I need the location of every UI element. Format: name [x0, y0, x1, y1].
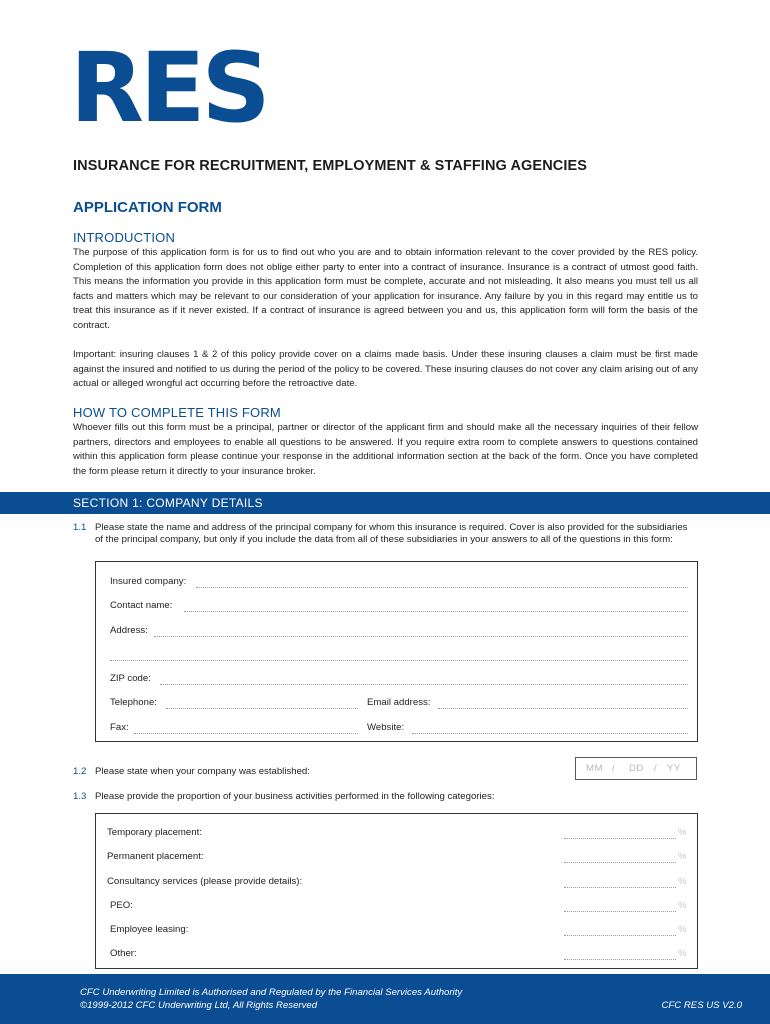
- percent-sign: %: [678, 851, 687, 862]
- fax-label: Fax:: [110, 722, 129, 733]
- peo-field[interactable]: [564, 911, 676, 912]
- footer-regulation-text: CFC Underwriting Limited is Authorised and Regulated by the Financial Services Authority: [80, 987, 463, 998]
- how-to-paragraph: Whoever fills out this form must be a principal, partner or director of the applicant firm and should make all the necessary inquiries of their fellow partners, directors and employees to enable all questions to be answered. If you require extra room to complete answers to questions contained within this application form please continue your response in the additional information section at the back of the form. Once you have completed the form please return it directly to your insurance broker.: [73, 422, 698, 477]
- insured-company-label: Insured company:: [110, 576, 187, 587]
- business-activities-box: [95, 813, 698, 969]
- page-footer: [0, 974, 770, 1024]
- zip-label: ZIP code:: [110, 673, 151, 684]
- email-label: Email address:: [367, 697, 431, 708]
- address-field[interactable]: [154, 636, 688, 637]
- question-number: 1.1: [73, 522, 87, 533]
- permanent-placement-field[interactable]: [564, 862, 676, 863]
- category-label: Consultancy services (please provide details):: [107, 876, 303, 887]
- question-text: Please state the name and address of the principal company for whom this insurance is required. Cover is also provided for the subsidiaries of the principal company, but only if you include the data from all of these subsidiaries in your answers to all of the questions in this form:: [95, 522, 688, 545]
- fax-field[interactable]: [134, 733, 358, 734]
- date-yy-placeholder: YY: [667, 763, 681, 774]
- percent-sign: %: [678, 827, 687, 838]
- address-label: Address:: [110, 625, 148, 636]
- percent-sign: %: [678, 876, 687, 887]
- how-to-heading: HOW TO COMPLETE THIS FORM: [73, 405, 281, 420]
- category-label: Temporary placement:: [107, 827, 202, 838]
- website-field[interactable]: [412, 733, 688, 734]
- percent-sign: %: [678, 900, 687, 911]
- introduction-paragraph: The purpose of this application form is for us to find out who you are and to obtain information relevant to the cover provided by the RES policy. Completion of this application form does not oblige either party to enter into a contract of insurance. Insurance is a contract of utmost good faith. This means the information you provide in this application form must be complete, accurate and not misleading. It also means you must tell us all facts and matters which may be relevant to our consideration of your application for insurance. Any failure by you in this regard may entitle us to treat this insurance as if it never existed. If a contract of insurance is agreed between you and us, this application form will form the basis of the contract.: [73, 247, 698, 331]
- res-logo: RES: [70, 32, 267, 144]
- category-label: Permanent placement:: [107, 851, 204, 862]
- insured-company-field[interactable]: [196, 587, 688, 588]
- percent-sign: %: [678, 948, 687, 959]
- question-text: Please provide the proportion of your business activities performed in the following categories:: [95, 791, 495, 802]
- zip-field[interactable]: [160, 684, 688, 685]
- introduction-heading: INTRODUCTION: [73, 230, 176, 245]
- consultancy-services-field[interactable]: [564, 887, 676, 888]
- email-field[interactable]: [438, 708, 688, 709]
- important-notice-paragraph: Important: insuring clauses 1 & 2 of this policy provide cover on a claims made basis. Under these insuring clauses a claim must be first made against the insured and notified to us during the period of the policy to be covered. These insuring clauses do not cover any claim arising out of any actual or alleged wrongful act occurring before the retroactive date.: [73, 349, 698, 389]
- section-1-header: [0, 492, 770, 514]
- date-separator: /: [612, 763, 616, 774]
- other-field[interactable]: [564, 959, 676, 960]
- form-title: APPLICATION FORM: [73, 199, 222, 216]
- category-label: Employee leasing:: [110, 924, 189, 935]
- contact-name-field[interactable]: [184, 611, 688, 612]
- percent-sign: %: [678, 924, 687, 935]
- website-label: Website:: [367, 722, 405, 733]
- company-details-box: [95, 561, 698, 742]
- contact-name-label: Contact name:: [110, 600, 173, 611]
- question-number: 1.2: [73, 766, 87, 777]
- date-separator: /: [654, 763, 658, 774]
- date-mm-placeholder: MM: [586, 763, 603, 774]
- address-field-line-2[interactable]: [110, 660, 688, 661]
- footer-version: CFC RES US V2.0: [661, 1000, 742, 1011]
- section-1-title: SECTION 1: COMPANY DETAILS: [73, 496, 263, 510]
- date-dd-placeholder: DD: [629, 763, 644, 774]
- telephone-field[interactable]: [166, 708, 358, 709]
- category-label: PEO:: [110, 900, 133, 911]
- document-subtitle: INSURANCE FOR RECRUITMENT, EMPLOYMENT & STAFFING AGENCIES: [73, 158, 588, 174]
- temporary-placement-field[interactable]: [564, 838, 676, 839]
- footer-copyright: ©1999-2012 CFC Underwriting Ltd, All Rights Reserved: [80, 1000, 318, 1011]
- question-number: 1.3: [73, 791, 87, 802]
- employee-leasing-field[interactable]: [564, 935, 676, 936]
- category-label: Other:: [110, 948, 137, 959]
- established-date-field[interactable]: [575, 757, 697, 780]
- telephone-label: Telephone:: [110, 697, 157, 708]
- question-text: Please state when your company was established:: [95, 766, 310, 777]
